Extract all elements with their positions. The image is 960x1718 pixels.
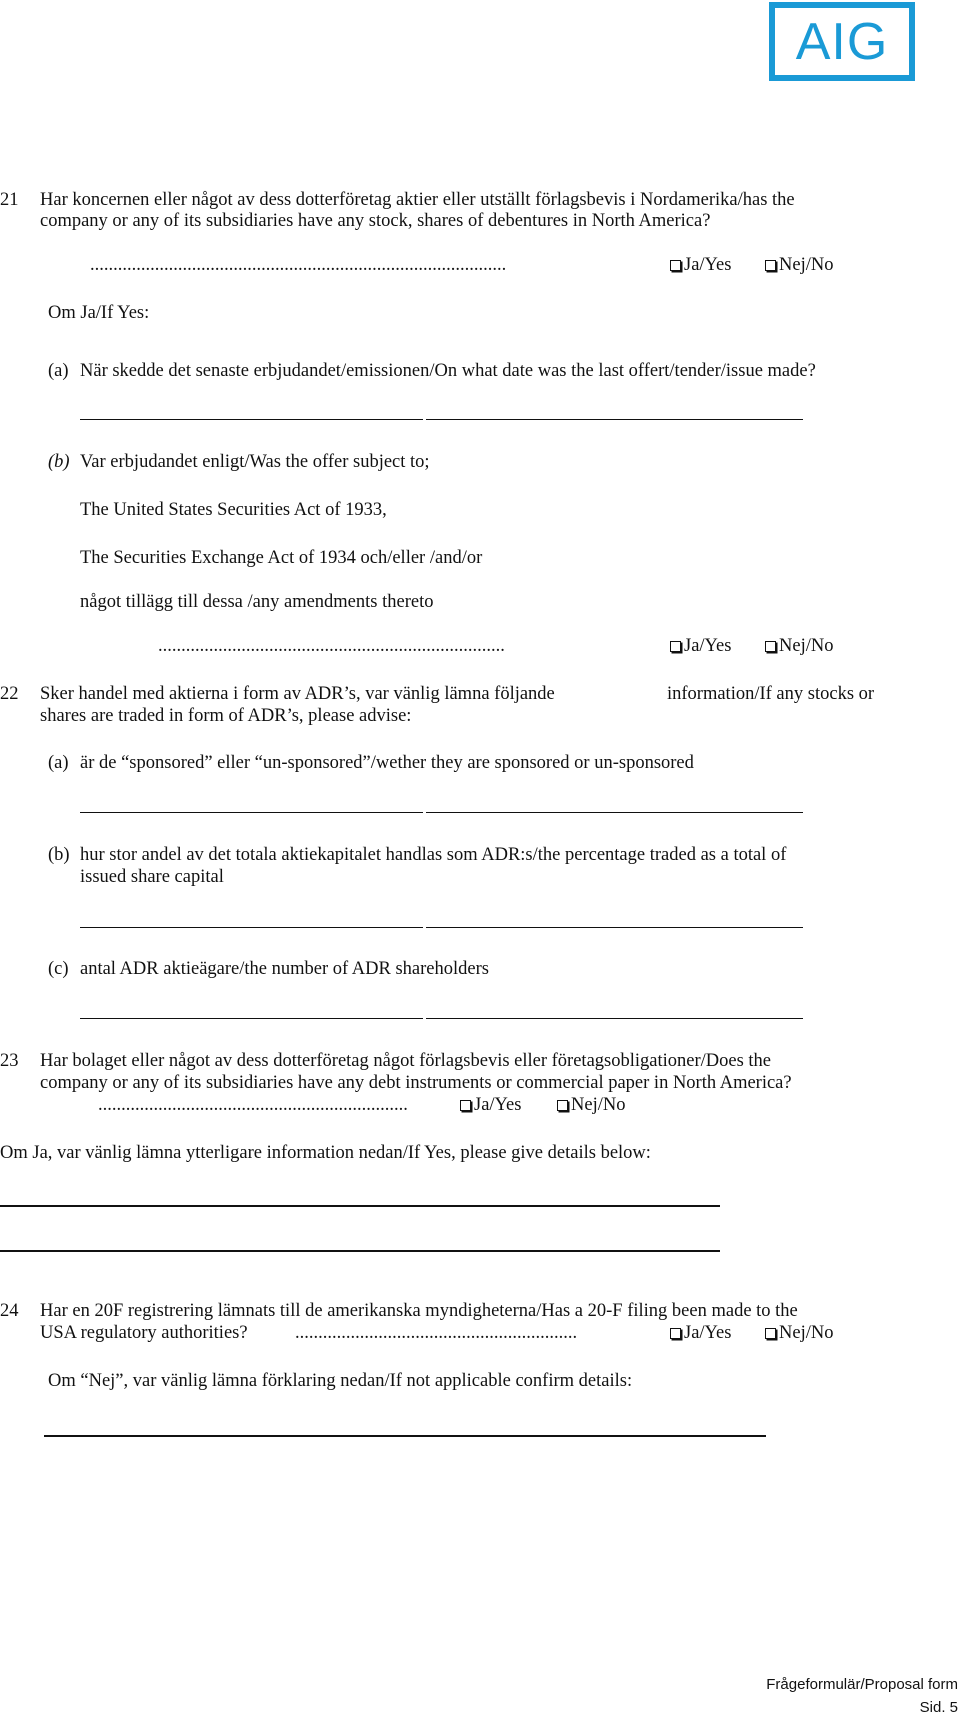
question-21b-label: (b) xyxy=(48,452,70,472)
question-23-details: Om Ja, var vänlig lämna ytterligare information nedan/If Yes, please give details below: xyxy=(0,1143,651,1163)
question-24-number: 24 xyxy=(0,1301,19,1321)
question-22b-text-line2: issued share capital xyxy=(80,867,224,887)
no-label: Nej/No xyxy=(779,1323,834,1343)
answer-line[interactable] xyxy=(426,1018,803,1019)
answer-line[interactable] xyxy=(80,812,423,813)
question-23-dots: ................................................................... xyxy=(98,1095,408,1115)
yes-label: Ja/Yes xyxy=(684,636,732,656)
answer-line[interactable] xyxy=(0,1205,720,1207)
answer-line[interactable] xyxy=(0,1250,720,1252)
no-label: Nej/No xyxy=(779,636,834,656)
question-23-yes-option[interactable] xyxy=(460,1094,521,1116)
no-label: Nej/No xyxy=(779,255,834,275)
question-24-text-line1: Har en 20F registrering lämnats till de amerikanska myndigheterna/Has a 20-F filing been made to the xyxy=(40,1301,798,1321)
checkbox-icon[interactable] xyxy=(670,641,681,652)
page-number: Sid. 5 xyxy=(919,1699,958,1716)
question-21b-no-option[interactable] xyxy=(765,635,833,657)
form-title: Frågeformulär/Proposal form xyxy=(766,1676,958,1693)
question-21b-text: Var erbjudandet enligt/Was the offer subject to; xyxy=(80,452,430,472)
question-22b-label: (b) xyxy=(48,845,70,865)
checkbox-icon[interactable] xyxy=(557,1100,568,1111)
checkbox-icon[interactable] xyxy=(670,260,681,271)
question-22-text-line1b: information/If any stocks or xyxy=(667,684,875,704)
checkbox-icon[interactable] xyxy=(765,260,776,271)
question-21-text-line1: Har koncernen eller något av dess dotterföretag aktier eller utställt förlagsbevis i Nordamerika/has the xyxy=(40,190,795,210)
question-22a-label: (a) xyxy=(48,753,69,773)
securities-exchange-act-1934: The Securities Exchange Act of 1934 och/eller /and/or xyxy=(80,548,483,568)
amendments-text: något tillägg till dessa /any amendments thereto xyxy=(80,592,434,612)
question-21-text-line2: company or any of its subsidiaries have any stock, shares of debentures in North America? xyxy=(40,211,711,231)
checkbox-icon[interactable] xyxy=(670,1328,681,1339)
question-22-text-line2: shares are traded in form of ADR’s, please advise: xyxy=(40,706,412,726)
question-22c-label: (c) xyxy=(48,959,69,979)
question-23-text-line2: company or any of its subsidiaries have any debt instruments or commercial paper in North America? xyxy=(40,1073,792,1093)
question-21-no-option[interactable] xyxy=(765,254,833,276)
checkbox-icon[interactable] xyxy=(460,1100,471,1111)
question-22c-text: antal ADR aktieägare/the number of ADR shareholders xyxy=(80,959,489,979)
question-21-number: 21 xyxy=(0,190,19,210)
no-label: Nej/No xyxy=(571,1095,626,1115)
question-21b-yes-option[interactable] xyxy=(670,635,731,657)
question-22-number: 22 xyxy=(0,684,19,704)
answer-line[interactable] xyxy=(80,1018,423,1019)
question-21a-text: När skedde det senaste erbjudandet/emissionen/On what date was the last offert/tender/issue made? xyxy=(80,361,816,381)
question-23-no-option[interactable] xyxy=(557,1094,625,1116)
question-22a-text: är de “sponsored” eller “un-sponsored”/wether they are sponsored or un-sponsored xyxy=(80,753,694,773)
question-23-number: 23 xyxy=(0,1051,19,1071)
answer-line[interactable] xyxy=(80,927,423,928)
question-23-text-line1: Har bolaget eller något av dess dotterföretag något förlagsbevis eller företagsobligationer/Does the xyxy=(40,1051,772,1071)
yes-label: Ja/Yes xyxy=(474,1095,522,1115)
question-21a-label: (a) xyxy=(48,361,69,381)
answer-line[interactable] xyxy=(426,419,803,420)
securities-act-1933: The United States Securities Act of 1933, xyxy=(80,500,387,520)
question-24-explain: Om “Nej”, var vänlig lämna förklaring nedan/If not applicable confirm details: xyxy=(48,1371,633,1391)
yes-label: Ja/Yes xyxy=(684,255,732,275)
question-24-no-option[interactable] xyxy=(765,1322,833,1344)
question-24-text-line2: USA regulatory authorities? xyxy=(40,1323,248,1343)
question-21-if-yes: Om Ja/If Yes: xyxy=(48,303,150,323)
answer-line[interactable] xyxy=(426,812,803,813)
question-21-yes-option[interactable] xyxy=(670,254,731,276)
answer-line[interactable] xyxy=(426,927,803,928)
aig-logo xyxy=(769,2,915,81)
question-24-yes-option[interactable] xyxy=(670,1322,731,1344)
question-24-dots: ............................................................. xyxy=(295,1323,578,1343)
question-21-dots: .......................................................................................... xyxy=(90,255,507,275)
question-22b-text-line1: hur stor andel av det totala aktiekapitalet handlas som ADR:s/the percentage traded as a total of xyxy=(80,845,787,865)
checkbox-icon[interactable] xyxy=(765,1328,776,1339)
yes-label: Ja/Yes xyxy=(684,1323,732,1343)
logo-text: AIG xyxy=(795,12,889,71)
answer-line[interactable] xyxy=(80,419,423,420)
checkbox-icon[interactable] xyxy=(765,641,776,652)
question-21b-dots: ........................................................................... xyxy=(158,636,505,656)
answer-line[interactable] xyxy=(44,1435,766,1437)
question-22-text-line1a: Sker handel med aktierna i form av ADR’s, var vänlig lämna följande xyxy=(40,684,555,704)
